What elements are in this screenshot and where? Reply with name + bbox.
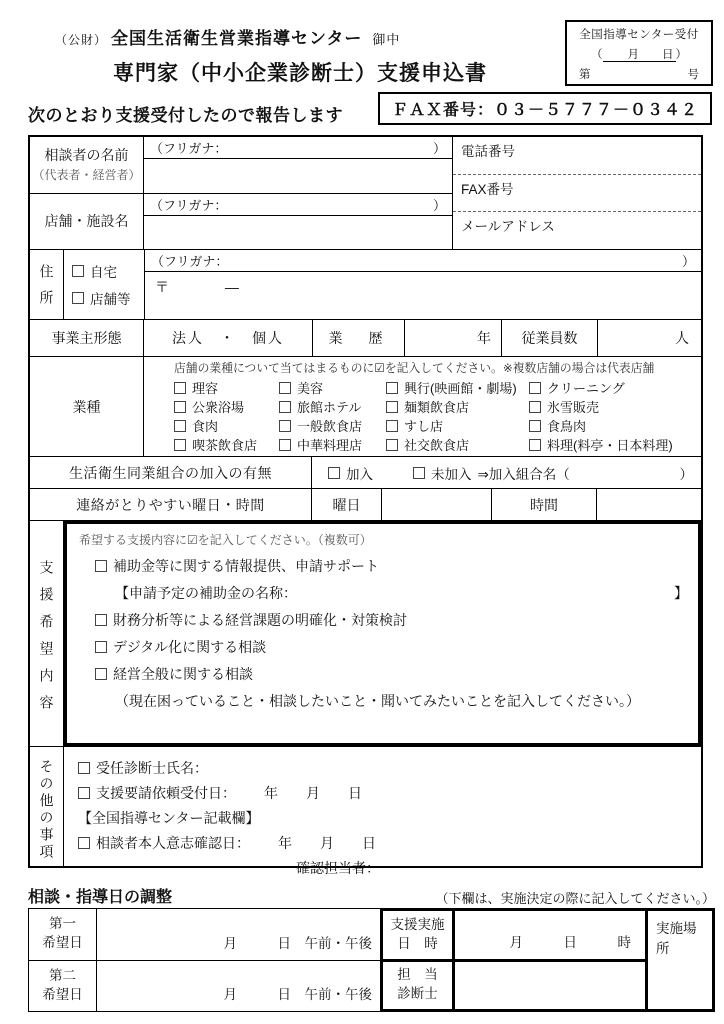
impl-datetime-field[interactable] <box>455 911 645 959</box>
other-label: その他の事項 <box>30 747 64 866</box>
second-wish-label <box>29 961 97 1012</box>
impl-label-line2: 日 時 <box>397 935 438 951</box>
reception-box <box>565 20 713 86</box>
reception-number[interactable] <box>575 66 703 82</box>
consultant-furigana-field[interactable] <box>144 137 452 159</box>
address-home-option[interactable] <box>72 261 144 281</box>
request-date-checkbox[interactable] <box>78 787 90 799</box>
industry-checkbox[interactable] <box>279 401 291 413</box>
industry-option[interactable] <box>386 416 529 435</box>
staff-label <box>383 962 455 1010</box>
home-checkbox[interactable] <box>72 265 84 277</box>
schedule-note: （下欄は、実施決定の際に記入してください。） <box>435 891 715 906</box>
shop-label: 店舗等 <box>90 292 131 307</box>
schedule-table <box>28 908 715 1012</box>
application-form <box>28 135 703 876</box>
subsidy-name-open: 【申請予定の補助金の名称： <box>115 584 297 601</box>
union-paren-close: ） <box>679 466 693 482</box>
first-wish-row <box>29 909 380 960</box>
industry-grid-row <box>174 397 701 416</box>
shop-name-row <box>30 193 452 250</box>
impl-datetime-label <box>383 911 455 959</box>
industry-checkbox[interactable] <box>529 439 541 451</box>
consultant-name-body <box>144 137 452 193</box>
addressee-suffix: 御中 <box>372 32 401 47</box>
reception-paren-close: ） <box>675 49 687 61</box>
second-wish-row <box>29 960 380 1012</box>
shop-name-body <box>144 194 452 250</box>
industry-option[interactable] <box>386 397 529 416</box>
support-instruction: 希望する支援内容に☑を記入してください。（複数可） <box>79 533 372 547</box>
industry-option-label: 食鳥肉 <box>547 419 587 434</box>
phone-field[interactable] <box>453 137 701 174</box>
addressee-prefix: （公財） <box>55 33 108 47</box>
industry-checkbox[interactable] <box>529 420 541 432</box>
address-shop-option[interactable] <box>72 288 144 308</box>
persons-unit: 人 <box>675 330 689 346</box>
industry-option-label: 喫茶飲食店 <box>192 438 258 453</box>
business-history-field[interactable] <box>405 320 502 356</box>
first-wish-line2: 希望日 <box>42 935 83 951</box>
reception-no-suffix: 号 <box>687 69 699 81</box>
shop-furigana-field[interactable] <box>144 194 452 216</box>
industry-grid-row <box>174 378 701 397</box>
furigana-close: ） <box>432 141 446 156</box>
schedule-heading: 相談・指導日の調整 <box>28 889 173 906</box>
other-row <box>30 746 701 876</box>
finance-checkbox[interactable] <box>95 614 107 626</box>
business-history-label: 業 歴 <box>313 320 405 356</box>
industry-option[interactable] <box>174 378 279 397</box>
name-shop-column <box>30 137 453 249</box>
reception-no-prefix: 第 <box>579 69 591 81</box>
reception-paren-open: （ <box>591 49 603 61</box>
address-body <box>145 250 701 319</box>
industry-option-label: 氷雪販売 <box>547 400 600 415</box>
employees-field[interactable] <box>598 320 701 356</box>
industry-option[interactable] <box>174 416 279 435</box>
report-line: 次のとおり支援受付したので報告します <box>28 106 343 125</box>
confirmer-field[interactable] <box>78 855 691 880</box>
industry-option-label: 中華料理店 <box>297 438 363 453</box>
staff-row <box>383 959 645 1010</box>
union-name-label: ⇒加入組合名（ <box>477 466 570 482</box>
diagnostician-name-label: 受任診断士氏名： <box>96 759 208 776</box>
phone-label: 電話番号 <box>461 144 515 159</box>
general-checkbox[interactable] <box>95 668 107 680</box>
consultant-name-field[interactable] <box>144 159 452 193</box>
email-label: メールアドレス <box>461 219 555 235</box>
industry-option[interactable] <box>279 397 386 416</box>
furigana-close: ） <box>681 254 695 269</box>
industry-checkbox[interactable] <box>279 382 291 394</box>
industry-option-label: クリーニング <box>547 381 625 396</box>
industry-option-label: 麺類飲食店 <box>404 400 470 415</box>
finance-label: 財務分析等による経営課題の明確化・対策検討 <box>113 611 407 628</box>
second-wish-field[interactable] <box>97 961 380 1012</box>
diagnostician-name-item[interactable] <box>78 755 691 780</box>
staff-label-line2: 診断士 <box>397 986 438 1002</box>
support-box <box>64 521 701 746</box>
industry-option[interactable] <box>279 435 386 454</box>
address-label: 住所 <box>30 250 64 319</box>
furigana-close: ） <box>432 197 446 213</box>
wish-units: 月 日 午前・午後 <box>223 935 372 951</box>
request-date-label: 支援要請依頼受付日： <box>96 784 236 801</box>
industry-checkbox[interactable] <box>174 382 186 394</box>
not-joined-checkbox[interactable] <box>413 467 425 479</box>
digital-checkbox[interactable] <box>95 641 107 653</box>
industry-option[interactable] <box>529 416 701 435</box>
industry-checkbox[interactable] <box>174 401 186 413</box>
time-label: 時間 <box>492 489 597 520</box>
intent-confirm-date-units: 年 月 日 <box>278 834 376 851</box>
employees-label: 従業員数 <box>502 320 598 356</box>
furigana-open: （フリガナ： <box>150 141 228 156</box>
fax-label: FAX番号 <box>461 181 514 197</box>
industry-option[interactable] <box>529 397 701 416</box>
impl-units: 月 日 時 <box>509 934 631 950</box>
industry-checkbox[interactable] <box>529 382 541 394</box>
not-joined-label: 未加入 <box>431 466 472 482</box>
other-body <box>64 747 701 876</box>
industry-option[interactable] <box>174 435 279 454</box>
business-form-row <box>30 319 701 356</box>
industry-option-label: 公衆浴場 <box>192 400 245 415</box>
industry-checkbox[interactable] <box>386 382 398 394</box>
joined-checkbox[interactable] <box>328 467 340 479</box>
support-label: 支援希望内容 <box>30 521 64 746</box>
industry-checkbox[interactable] <box>386 401 398 413</box>
industry-option-label: 理容 <box>192 381 219 396</box>
request-date-units: 年 月 日 <box>264 784 362 801</box>
second-wish-line1: 第二 <box>49 967 76 983</box>
subsidy-name-close: 】 <box>674 584 688 601</box>
contact-column <box>453 137 701 249</box>
weekday-label: 曜日 <box>312 489 382 520</box>
digital-label: デジタル化に関する相談 <box>113 638 267 655</box>
industry-instruction: 店舗の業種について当てはまるものに☑を記入してください。※複数店舗の場合は代表店舗 <box>174 361 655 375</box>
union-not-joined-option[interactable] <box>413 463 472 483</box>
name-contact-section <box>30 137 701 249</box>
implementation-mid <box>383 911 645 1009</box>
industry-grid-row <box>174 435 701 454</box>
industry-option[interactable] <box>279 416 386 435</box>
owner-type-options[interactable]: 法人 ・ 個人 <box>144 320 313 356</box>
form-title: 専門家（中小企業診断士）支援申込書 <box>113 62 487 85</box>
industry-option-label: すし店 <box>404 419 444 434</box>
industry-option-label: 興行(映画館・劇場) <box>404 381 517 396</box>
industry-option[interactable] <box>386 435 529 454</box>
industry-checkbox[interactable] <box>279 439 291 451</box>
general-label: 経営全般に関する相談 <box>113 665 253 682</box>
request-date-item[interactable] <box>78 780 691 805</box>
industry-option-label: 一般飲食店 <box>297 419 363 434</box>
confirmer-label: 確認担当者： <box>296 859 380 876</box>
staff-field[interactable] <box>455 962 645 1010</box>
consultant-name-label: 相談者の名前 <box>44 147 129 164</box>
industry-checkbox[interactable] <box>174 420 186 432</box>
address-furigana-field[interactable] <box>145 250 701 272</box>
industry-checkbox[interactable] <box>386 420 398 432</box>
subsidy-checkbox[interactable] <box>95 560 107 572</box>
postal-address-field[interactable] <box>145 272 701 319</box>
support-option-finance[interactable] <box>79 606 688 633</box>
industry-checkbox[interactable] <box>279 420 291 432</box>
support-row <box>30 520 701 746</box>
first-wish-label <box>29 909 97 960</box>
industry-option-label: 旅館ホテル <box>297 400 362 415</box>
industry-checkbox[interactable] <box>529 401 541 413</box>
first-wish-line1: 第一 <box>49 916 76 932</box>
industry-option[interactable] <box>529 378 701 397</box>
fax-field[interactable] <box>453 174 701 212</box>
reception-date[interactable] <box>575 46 703 62</box>
union-joined-option[interactable] <box>328 463 373 483</box>
consultant-name-sublabel: （代表者・経営者） <box>32 168 141 183</box>
contact-day-row <box>30 488 701 520</box>
union-body <box>312 463 701 483</box>
place-label: 実施場所 <box>656 921 697 956</box>
postal-dash: ― <box>224 279 239 295</box>
industry-option-label: 社交飲食店 <box>404 438 470 453</box>
industry-body <box>144 357 701 456</box>
industry-option-label: 料理(料亭・日本料理) <box>547 438 673 453</box>
shop-name-field[interactable] <box>144 216 452 250</box>
industry-option[interactable] <box>529 435 701 454</box>
fax-number-box: ＦＡＸ番号：０３－５７７７－０３４２ <box>378 92 712 125</box>
shop-name-label-cell <box>30 194 144 250</box>
subsidy-name-field[interactable] <box>79 579 688 606</box>
impl-label-line1: 支援実施 <box>390 916 445 932</box>
industry-checkbox[interactable] <box>174 439 186 451</box>
impl-datetime-row <box>383 911 645 959</box>
implementation-block <box>380 908 715 1012</box>
first-wish-field[interactable] <box>97 909 380 960</box>
industry-option-label: 美容 <box>297 381 324 396</box>
support-option-digital[interactable] <box>79 633 688 660</box>
intent-confirm-checkbox[interactable] <box>78 837 90 849</box>
address-type-cell <box>64 250 145 319</box>
home-label: 自宅 <box>90 265 117 280</box>
support-option-subsidy[interactable] <box>79 552 688 579</box>
addressee-name: 全国生活衛生営業指導センター <box>111 29 363 48</box>
industry-option[interactable] <box>174 397 279 416</box>
addressee <box>55 24 400 49</box>
furigana-open: （フリガナ： <box>151 254 229 269</box>
weekday-field[interactable] <box>382 489 492 520</box>
time-field[interactable] <box>597 489 701 520</box>
consultant-name-row <box>30 137 452 193</box>
shop-name-label: 店舗・施設名 <box>44 212 129 229</box>
staff-label-line1: 担 当 <box>397 967 438 983</box>
place-field[interactable] <box>645 911 712 1009</box>
industry-label: 業種 <box>30 357 144 456</box>
years-unit: 年 <box>477 330 491 346</box>
owner-type-label: 事業主形態 <box>30 320 144 356</box>
diagnostician-name-checkbox[interactable] <box>78 762 90 774</box>
subsidy-label: 補助金等に関する情報提供、申請サポート <box>113 557 379 574</box>
industry-grid-row <box>174 416 701 435</box>
intent-confirm-item[interactable] <box>78 830 691 855</box>
joined-label: 加入 <box>346 466 373 482</box>
industry-option[interactable] <box>386 378 529 397</box>
reception-month-day: 月 日 <box>604 49 674 61</box>
center-note: 【全国指導センター記載欄】 <box>78 809 260 826</box>
reception-title: 全国指導センター受付 <box>579 29 699 41</box>
address-row <box>30 249 701 319</box>
union-label: 生活衛生同業組合の加入の有無 <box>30 457 312 488</box>
second-wish-line2: 希望日 <box>42 986 83 1002</box>
industry-option[interactable] <box>279 378 386 397</box>
consultant-name-label-cell <box>30 137 144 193</box>
industry-option-label: 食肉 <box>192 419 219 434</box>
union-row <box>30 456 701 488</box>
industry-checkbox[interactable] <box>386 439 398 451</box>
wish-dates-block <box>28 908 380 1012</box>
industry-row <box>30 356 701 456</box>
contact-day-label: 連絡がとりやすい曜日・時間 <box>30 489 312 520</box>
support-option-general[interactable] <box>79 660 688 687</box>
intent-confirm-label: 相談者本人意志確認日： <box>96 834 250 851</box>
shop-checkbox[interactable] <box>72 292 84 304</box>
furigana-open: （フリガナ： <box>150 197 228 213</box>
wish-units: 月 日 午前・午後 <box>223 987 372 1002</box>
email-field[interactable] <box>453 211 701 249</box>
postal-mark: 〒 <box>155 279 169 295</box>
general-note: （現在困っていること・相談したいこと・聞いてみたいことを記入してください。） <box>115 692 640 709</box>
